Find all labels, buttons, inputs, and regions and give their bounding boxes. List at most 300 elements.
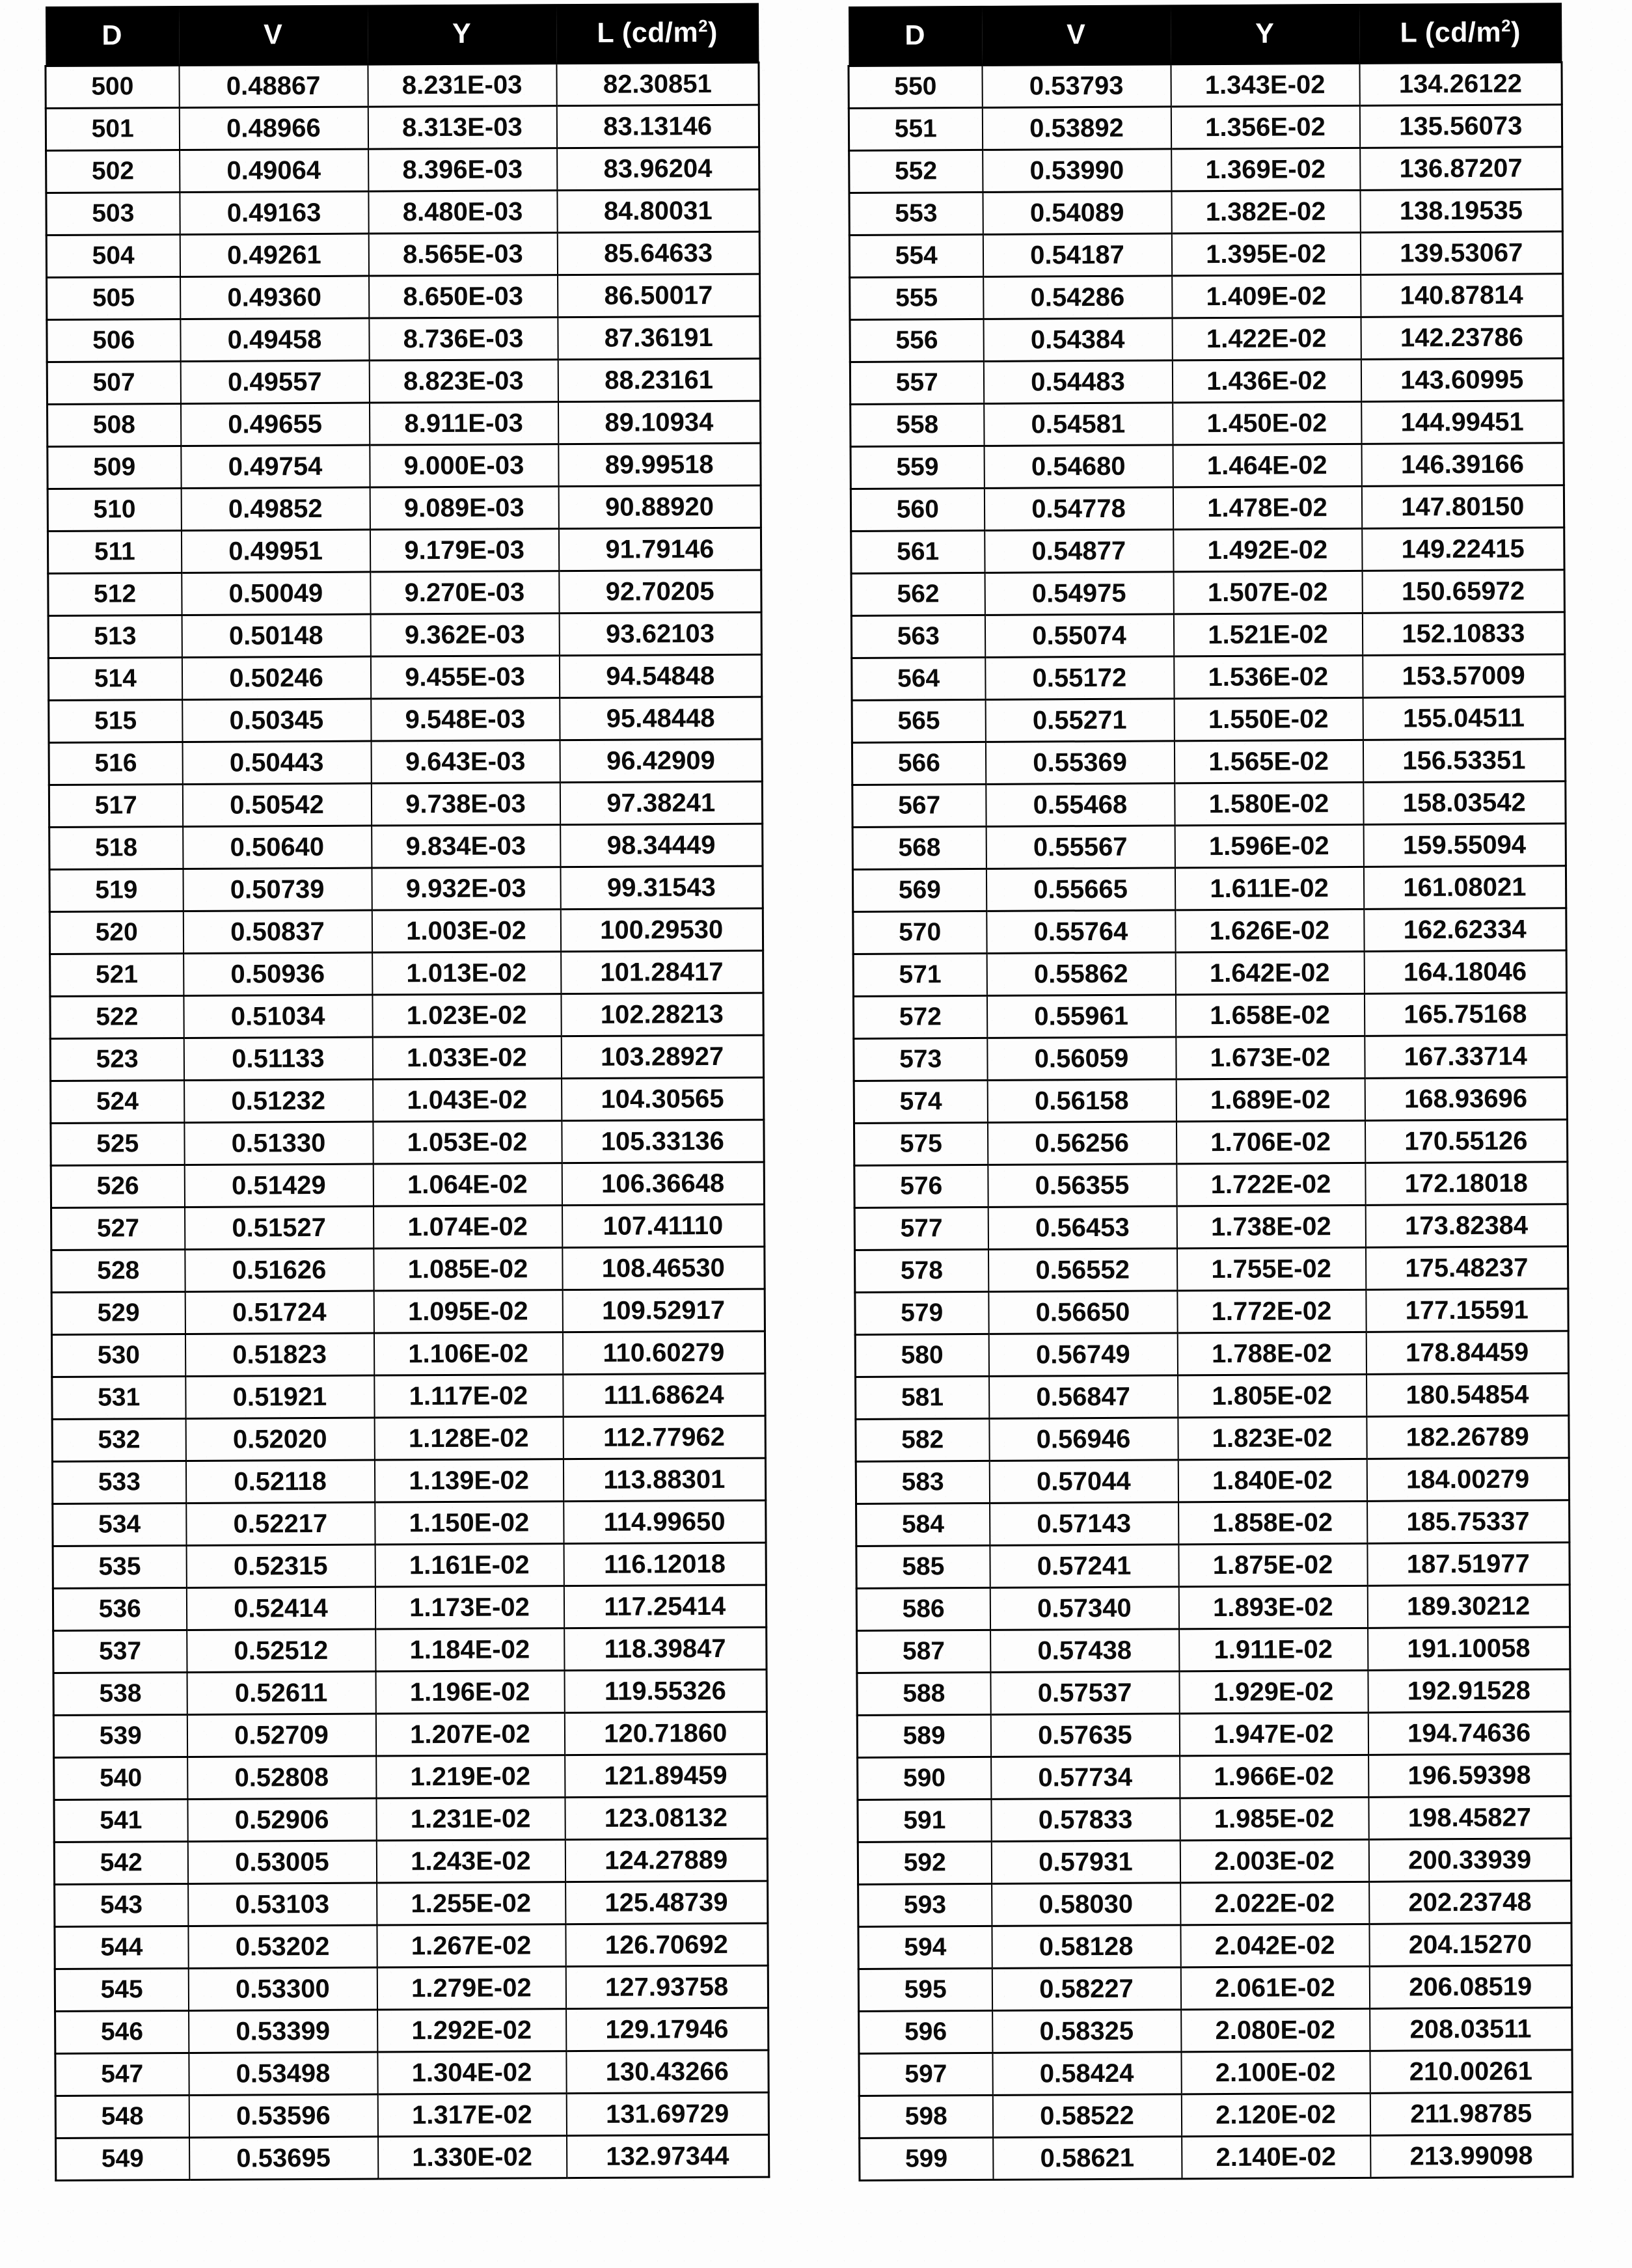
- cell-y: 1.161E-02: [375, 1544, 564, 1587]
- cell-luminance: 147.80150: [1361, 485, 1564, 529]
- cell-v: 0.57340: [990, 1587, 1178, 1630]
- cell-luminance: 101.28417: [561, 951, 763, 994]
- cell-v: 0.50640: [183, 826, 372, 869]
- cell-luminance: 162.62334: [1364, 908, 1566, 952]
- cell-y: 2.061E-02: [1180, 1966, 1369, 2010]
- cell-v: 0.52217: [186, 1502, 375, 1545]
- cell-v: 0.49951: [181, 530, 370, 573]
- cell-y: 1.064E-02: [373, 1163, 562, 1206]
- cell-luminance: 139.53067: [1360, 232, 1562, 275]
- cell-luminance: 208.03511: [1370, 2008, 1572, 2051]
- cell-luminance: 144.99451: [1361, 401, 1564, 444]
- table-row: [851, 570, 1564, 616]
- cell-v: 0.56256: [987, 1122, 1176, 1165]
- table-row: [53, 1500, 766, 1546]
- cell-v: 0.56453: [988, 1206, 1176, 1250]
- cell-y: 1.128E-02: [374, 1417, 563, 1460]
- cell-v: 0.56059: [987, 1037, 1176, 1081]
- cell-y: 1.536E-02: [1174, 655, 1363, 699]
- cell-luminance: 107.41110: [562, 1204, 765, 1248]
- table-row: [850, 443, 1564, 489]
- cell-d: 526: [51, 1165, 184, 1208]
- table-row: [858, 1923, 1571, 1969]
- table-row: [849, 105, 1562, 151]
- table-row: [857, 1712, 1570, 1758]
- cell-d: 593: [858, 1883, 992, 1926]
- cell-d: 597: [859, 2053, 992, 2096]
- column-header-v: V: [981, 5, 1170, 65]
- cell-y: 1.893E-02: [1178, 1586, 1367, 1629]
- cell-d: 565: [852, 699, 985, 742]
- cell-d: 572: [853, 995, 986, 1038]
- cell-v: 0.56650: [988, 1291, 1177, 1334]
- table-row: [851, 528, 1564, 574]
- cell-y: 1.231E-02: [376, 1798, 565, 1841]
- cell-v: 0.54581: [984, 403, 1173, 446]
- cell-d: 509: [48, 446, 181, 489]
- cell-v: 0.51232: [184, 1079, 373, 1122]
- cell-v: 0.58030: [992, 1883, 1180, 1926]
- cell-luminance: 149.22415: [1362, 528, 1564, 571]
- cell-luminance: 83.13146: [556, 105, 759, 148]
- cell-luminance: 134.26122: [1359, 62, 1562, 106]
- cell-luminance: 121.89459: [565, 1754, 767, 1798]
- cell-y: 1.966E-02: [1180, 1755, 1368, 1798]
- cell-v: 0.52020: [185, 1418, 374, 1461]
- cell-d: 533: [52, 1461, 185, 1504]
- cell-d: 518: [49, 826, 183, 869]
- cell-v: 0.50345: [182, 699, 371, 742]
- cell-d: 507: [47, 361, 180, 404]
- cell-v: 0.55468: [986, 783, 1175, 827]
- cell-d: 501: [46, 107, 179, 150]
- cell-luminance: 177.15591: [1366, 1289, 1568, 1332]
- cell-d: 557: [850, 361, 983, 404]
- cell-v: 0.49557: [180, 360, 369, 403]
- cell-y: 1.464E-02: [1173, 444, 1361, 487]
- cell-luminance: 213.99098: [1370, 2135, 1573, 2178]
- cell-luminance: 165.75168: [1364, 993, 1566, 1036]
- cell-luminance: 126.70692: [565, 1923, 768, 1967]
- cell-d: 558: [850, 403, 984, 446]
- cell-y: 1.929E-02: [1179, 1670, 1368, 1714]
- cell-luminance: 210.00261: [1370, 2050, 1572, 2094]
- cell-d: 560: [850, 488, 984, 531]
- cell-v: 0.53793: [982, 64, 1171, 108]
- table-row: [849, 189, 1562, 236]
- cell-y: 1.985E-02: [1180, 1797, 1368, 1841]
- cell-y: 1.043E-02: [373, 1079, 562, 1122]
- cell-d: 522: [50, 995, 184, 1038]
- cell-v: 0.49064: [180, 149, 368, 192]
- cell-d: 575: [854, 1122, 987, 1165]
- table-row: [853, 993, 1566, 1039]
- cell-d: 536: [53, 1587, 186, 1630]
- table-row: [46, 147, 759, 193]
- cell-y: 1.436E-02: [1172, 359, 1361, 403]
- cell-y: 2.022E-02: [1180, 1882, 1369, 1925]
- cell-d: 551: [849, 107, 982, 150]
- table-row: [55, 2050, 768, 2096]
- cell-luminance: 158.03542: [1363, 781, 1566, 825]
- cell-v: 0.54187: [983, 234, 1171, 277]
- cell-v: 0.56158: [987, 1079, 1176, 1123]
- cell-y: 1.565E-02: [1174, 740, 1363, 783]
- cell-y: 1.658E-02: [1175, 993, 1364, 1037]
- luminance-label-suffix: ): [707, 16, 718, 48]
- cell-d: 588: [857, 1672, 990, 1715]
- table-row: [52, 1373, 765, 1419]
- cell-luminance: 202.23748: [1369, 1881, 1571, 1924]
- table-row: [850, 401, 1564, 447]
- cell-y: 1.219E-02: [376, 1755, 565, 1798]
- cell-luminance: 84.80031: [557, 189, 759, 233]
- cell-luminance: 187.51977: [1367, 1543, 1570, 1586]
- table-row: [46, 189, 759, 235]
- cell-y: 1.722E-02: [1176, 1163, 1365, 1206]
- cell-d: 528: [51, 1249, 185, 1292]
- cell-v: 0.58325: [992, 2010, 1181, 2053]
- cell-luminance: 125.48739: [565, 1881, 768, 1924]
- cell-d: 511: [48, 530, 181, 573]
- cell-luminance: 89.99518: [558, 443, 761, 487]
- cell-d: 582: [856, 1418, 989, 1461]
- cell-v: 0.53892: [982, 107, 1171, 150]
- cell-v: 0.53596: [189, 2094, 377, 2137]
- cell-v: 0.55862: [986, 952, 1175, 996]
- table-row: [56, 2135, 769, 2180]
- cell-v: 0.51527: [185, 1206, 374, 1249]
- cell-d: 598: [859, 2095, 992, 2138]
- cell-luminance: 92.70205: [559, 570, 761, 614]
- cell-v: 0.53498: [189, 2052, 377, 2095]
- table-row: [856, 1500, 1570, 1546]
- cell-y: 9.455E-03: [370, 656, 559, 699]
- cell-y: 1.023E-02: [372, 994, 561, 1037]
- table-row: [859, 2050, 1572, 2096]
- table-row: [854, 1204, 1568, 1250]
- luminance-label-prefix: L (cd/m: [597, 16, 699, 49]
- cell-v: 0.57833: [991, 1798, 1180, 1842]
- table-row: [858, 1839, 1571, 1885]
- cell-luminance: 192.91528: [1368, 1669, 1570, 1713]
- cell-v: 0.49360: [180, 276, 369, 319]
- table-row: [855, 1331, 1568, 1377]
- cell-d: 594: [858, 1926, 992, 1969]
- table-row: [853, 908, 1566, 954]
- cell-d: 562: [851, 573, 985, 615]
- cell-luminance: 178.84459: [1366, 1331, 1568, 1375]
- cell-v: 0.56946: [989, 1418, 1178, 1461]
- table-row: [55, 1923, 768, 1969]
- table-row: [854, 1162, 1568, 1208]
- cell-d: 542: [54, 1841, 187, 1884]
- cell-y: 8.823E-03: [369, 360, 558, 403]
- header-row: [45, 3, 758, 66]
- cell-v: 0.51034: [184, 995, 372, 1038]
- cell-y: 1.858E-02: [1178, 1501, 1367, 1545]
- cell-d: 537: [53, 1630, 187, 1673]
- cell-d: 521: [50, 953, 184, 996]
- table-row: [856, 1543, 1570, 1589]
- cell-v: 0.48966: [179, 107, 368, 150]
- cell-d: 571: [853, 953, 986, 996]
- cell-v: 0.53695: [189, 2137, 378, 2180]
- cell-luminance: 191.10058: [1368, 1627, 1570, 1671]
- cell-v: 0.53990: [983, 149, 1171, 193]
- cell-v: 0.55074: [985, 614, 1173, 658]
- cell-d: 595: [858, 1968, 992, 2011]
- cell-d: 515: [49, 699, 182, 742]
- cell-luminance: 104.30565: [562, 1077, 764, 1121]
- cell-luminance: 146.39166: [1361, 443, 1564, 487]
- cell-luminance: 112.77962: [563, 1416, 765, 1459]
- column-header-v: V: [178, 5, 367, 66]
- cell-luminance: 150.65972: [1362, 570, 1564, 614]
- table-row: [48, 528, 761, 573]
- table-row: [51, 1077, 764, 1123]
- cell-v: 0.53103: [188, 1883, 377, 1926]
- cell-y: 1.279E-02: [377, 1967, 565, 2010]
- cell-y: 1.788E-02: [1177, 1332, 1366, 1375]
- cell-luminance: 118.39847: [564, 1627, 767, 1671]
- cell-v: 0.52611: [187, 1671, 375, 1714]
- cell-y: 8.480E-03: [368, 191, 557, 234]
- cell-d: 519: [49, 869, 183, 911]
- table-row: [857, 1669, 1570, 1716]
- cell-luminance: 172.18018: [1365, 1162, 1568, 1206]
- tables-container: [0, 7, 1632, 2181]
- cell-v: 0.56552: [988, 1249, 1177, 1292]
- cell-luminance: 175.48237: [1365, 1247, 1568, 1290]
- cell-y: 1.521E-02: [1173, 613, 1362, 656]
- cell-v: 0.57537: [990, 1671, 1179, 1715]
- table-row: [55, 1965, 768, 2011]
- table-row: [858, 1754, 1571, 1800]
- cell-v: 0.55369: [985, 741, 1174, 785]
- cell-d: 585: [856, 1545, 990, 1588]
- cell-luminance: 200.33939: [1368, 1839, 1571, 1882]
- table-row: [55, 2008, 768, 2053]
- cell-y: 1.356E-02: [1171, 105, 1359, 149]
- table-row: [859, 2008, 1572, 2054]
- cell-y: 1.184E-02: [375, 1628, 564, 1671]
- table-header-left: [45, 3, 758, 66]
- column-header-y: Y: [1170, 4, 1359, 64]
- table-row: [54, 1796, 767, 1842]
- cell-luminance: 170.55126: [1365, 1120, 1567, 1163]
- table-row: [54, 1754, 767, 1800]
- cell-d: 500: [46, 65, 179, 108]
- table-row: [856, 1458, 1569, 1504]
- cell-y: 1.395E-02: [1171, 232, 1360, 276]
- cell-luminance: 109.52917: [562, 1289, 765, 1332]
- cell-v: 0.52512: [187, 1629, 375, 1672]
- table-row: [55, 2092, 768, 2138]
- cell-luminance: 143.60995: [1361, 358, 1563, 402]
- cell-luminance: 102.28213: [561, 993, 763, 1036]
- table-row: [49, 739, 762, 785]
- cell-d: 587: [857, 1630, 990, 1673]
- cell-d: 564: [852, 657, 985, 700]
- table-row: [858, 1881, 1571, 1927]
- table-row: [855, 1247, 1568, 1293]
- table-row: [49, 866, 763, 911]
- cell-y: 1.642E-02: [1175, 951, 1364, 995]
- cell-luminance: 91.79146: [558, 528, 761, 571]
- cell-luminance: 120.71860: [564, 1712, 767, 1755]
- cell-d: 568: [852, 826, 986, 869]
- cell-luminance: 182.26789: [1367, 1416, 1569, 1459]
- cell-y: 2.003E-02: [1180, 1839, 1368, 1883]
- header-row: [849, 3, 1562, 66]
- table-row: [852, 824, 1566, 870]
- cell-luminance: 153.57009: [1363, 655, 1565, 698]
- cell-v: 0.51823: [185, 1333, 374, 1376]
- cell-v: 0.57143: [990, 1502, 1178, 1546]
- cell-y: 1.772E-02: [1177, 1289, 1366, 1333]
- cell-v: 0.50148: [182, 614, 370, 657]
- cell-luminance: 111.68624: [563, 1373, 765, 1417]
- cell-v: 0.55172: [985, 656, 1174, 700]
- cell-v: 0.57931: [991, 1841, 1180, 1884]
- cell-y: 1.738E-02: [1176, 1205, 1365, 1249]
- cell-luminance: 196.59398: [1368, 1754, 1571, 1798]
- table-row: [53, 1712, 767, 1757]
- cell-luminance: 129.17946: [566, 2008, 768, 2051]
- table-row: [850, 358, 1563, 405]
- cell-d: 576: [854, 1165, 988, 1208]
- cell-d: 538: [53, 1672, 187, 1715]
- table-row: [53, 1627, 767, 1673]
- cell-v: 0.53399: [189, 2010, 377, 2053]
- cell-d: 555: [850, 277, 983, 319]
- cell-y: 9.089E-03: [370, 487, 558, 530]
- table-row: [48, 485, 761, 531]
- cell-d: 530: [51, 1334, 185, 1377]
- cell-v: 0.54384: [983, 318, 1172, 362]
- cell-luminance: 167.33714: [1365, 1035, 1567, 1079]
- cell-d: 569: [852, 869, 986, 911]
- cell-luminance: 89.10934: [558, 401, 760, 444]
- cell-luminance: 184.00279: [1367, 1458, 1569, 1502]
- cell-y: 2.120E-02: [1181, 2093, 1370, 2137]
- cell-v: 0.52118: [185, 1460, 374, 1503]
- cell-v: 0.53005: [187, 1841, 376, 1883]
- table-row: [48, 612, 761, 658]
- cell-y: 1.095E-02: [374, 1290, 562, 1333]
- cell-luminance: 156.53351: [1363, 739, 1565, 783]
- table-row: [50, 951, 763, 996]
- cell-luminance: 90.88920: [558, 485, 761, 529]
- cell-d: 504: [46, 234, 180, 277]
- table-row: [51, 1247, 765, 1292]
- cell-d: 581: [856, 1376, 989, 1419]
- cell-v: 0.51133: [184, 1037, 372, 1080]
- cell-y: 1.507E-02: [1173, 571, 1362, 614]
- cell-y: 9.834E-03: [372, 825, 560, 868]
- cell-y: 1.689E-02: [1176, 1078, 1365, 1122]
- cell-v: 0.50443: [182, 741, 371, 784]
- table-row: [53, 1585, 766, 1630]
- cell-luminance: 211.98785: [1370, 2092, 1572, 2136]
- cell-d: 561: [851, 530, 985, 573]
- table-row: [850, 316, 1563, 362]
- cell-y: 1.875E-02: [1178, 1543, 1367, 1587]
- cell-y: 1.911E-02: [1179, 1628, 1368, 1671]
- cell-luminance: 204.15270: [1369, 1923, 1571, 1967]
- cell-d: 520: [49, 911, 183, 954]
- table-row: [50, 1035, 763, 1081]
- table-row: [857, 1627, 1570, 1673]
- cell-y: 9.179E-03: [370, 529, 558, 572]
- table-row: [854, 1120, 1567, 1166]
- cell-v: 0.53202: [188, 1925, 377, 1968]
- table-row: [47, 358, 760, 404]
- table-row: [55, 1881, 768, 1926]
- cell-y: 1.255E-02: [377, 1882, 565, 1925]
- cell-luminance: 88.23161: [558, 358, 760, 402]
- cell-v: 0.55961: [986, 995, 1175, 1038]
- cell-y: 8.650E-03: [369, 275, 558, 318]
- cell-y: 1.611E-02: [1175, 867, 1363, 910]
- cell-y: 1.267E-02: [377, 1924, 565, 1967]
- cell-y: 1.805E-02: [1178, 1374, 1367, 1418]
- table-row: [849, 232, 1562, 278]
- cell-luminance: 98.34449: [560, 824, 763, 867]
- cell-v: 0.52709: [187, 1714, 375, 1757]
- cell-y: 9.548E-03: [371, 698, 560, 741]
- cell-v: 0.52315: [186, 1545, 375, 1587]
- cell-v: 0.55271: [985, 699, 1174, 742]
- cell-v: 0.57241: [990, 1545, 1178, 1588]
- cell-v: 0.51626: [185, 1249, 374, 1291]
- cell-d: 531: [52, 1376, 185, 1419]
- cell-d: 506: [47, 319, 180, 362]
- cell-y: 9.738E-03: [371, 783, 560, 826]
- cell-luminance: 132.97344: [567, 2135, 769, 2178]
- cell-v: 0.58424: [992, 2052, 1181, 2096]
- table-row: [858, 1796, 1571, 1843]
- cell-luminance: 100.29530: [560, 908, 763, 952]
- cell-d: 583: [856, 1461, 989, 1504]
- cell-luminance: 164.18046: [1364, 951, 1566, 994]
- cell-luminance: 159.55094: [1363, 824, 1566, 867]
- cell-d: 554: [849, 234, 983, 277]
- cell-v: 0.54286: [983, 276, 1172, 319]
- table-row: [853, 951, 1566, 997]
- cell-y: 1.003E-02: [372, 910, 560, 952]
- cell-y: 9.932E-03: [372, 867, 560, 910]
- cell-y: 1.450E-02: [1173, 401, 1361, 445]
- cell-d: 535: [53, 1545, 186, 1588]
- cell-d: 580: [855, 1334, 988, 1377]
- cell-luminance: 136.87207: [1360, 147, 1562, 191]
- cell-y: 8.736E-03: [369, 317, 558, 360]
- cell-luminance: 86.50017: [558, 274, 760, 317]
- cell-d: 589: [857, 1714, 990, 1757]
- cell-luminance: 105.33136: [562, 1120, 764, 1163]
- cell-v: 0.58621: [993, 2137, 1182, 2180]
- cell-d: 505: [47, 277, 180, 319]
- table-row: [860, 2135, 1573, 2181]
- table-row: [851, 612, 1564, 658]
- table-row: [859, 2092, 1572, 2139]
- column-header-d: D: [45, 6, 178, 66]
- cell-y: 1.033E-02: [372, 1036, 561, 1079]
- cell-v: 0.52808: [187, 1756, 376, 1799]
- cell-y: 8.313E-03: [368, 106, 556, 149]
